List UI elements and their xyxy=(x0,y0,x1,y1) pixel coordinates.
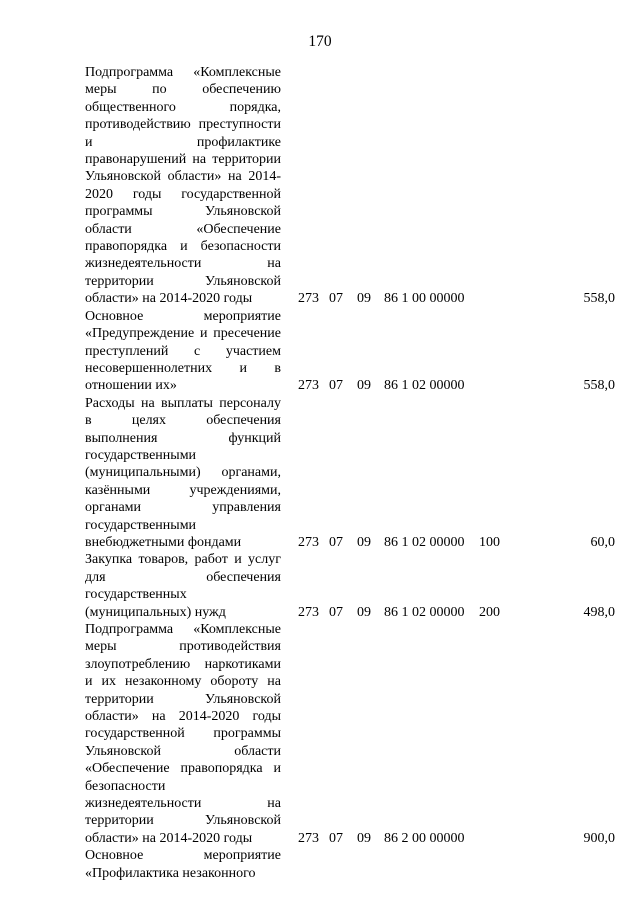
codes-cell xyxy=(85,290,615,307)
section-code: 07 xyxy=(329,534,343,550)
codes-cell xyxy=(85,377,615,394)
amount: 900,0 xyxy=(583,830,615,846)
subsection-code: 09 xyxy=(357,291,371,307)
item-name: Подпрограмма «Комплексные меры по обеспечению общественного порядка, противодействию преступности и профилактике правонарушений на территории Ульяновской области» на 2014-2020 годы государственной программы Ульяновской области «Обеспечение правопорядка и безопасности жизнедеятельности на территории Ульяновской области» на 2014-2020 годы xyxy=(85,65,281,307)
codes-cell xyxy=(85,534,615,551)
page-number: 170 xyxy=(308,33,332,50)
subsection-code: 09 xyxy=(357,604,371,620)
amount: 558,0 xyxy=(583,291,615,307)
item-name: Закупка товаров, работ и услуг для обеспечения государственных (муниципальных) нужд xyxy=(85,552,281,620)
item-name: Основное мероприятие «Профилактика незаконного xyxy=(85,848,281,881)
grbs-code: 273 xyxy=(298,830,319,846)
table-row xyxy=(85,395,625,552)
target-article-code: 86 1 02 00000 xyxy=(384,378,465,394)
subsection-code: 09 xyxy=(357,830,371,846)
grbs-code: 273 xyxy=(298,604,319,620)
table-row xyxy=(85,551,625,621)
amount: 558,0 xyxy=(583,378,615,394)
grbs-code: 273 xyxy=(298,534,319,550)
target-article-code: 86 1 02 00000 xyxy=(384,534,465,550)
section-code: 07 xyxy=(329,378,343,394)
section-code: 07 xyxy=(329,291,343,307)
item-name: Основное мероприятие «Предупреждение и пресечение преступлений с участием несовершеннолетних и в отношении их» xyxy=(85,308,281,394)
target-article-code: 86 2 00 00000 xyxy=(384,830,465,846)
grbs-code: 273 xyxy=(298,291,319,307)
table-row xyxy=(85,308,625,395)
target-article-code: 86 1 00 00000 xyxy=(384,291,465,307)
table-row xyxy=(85,621,625,847)
amount: 60,0 xyxy=(590,534,615,550)
target-article-code: 86 1 02 00000 xyxy=(384,604,465,620)
expense-type-code: 100 xyxy=(479,534,500,550)
section-code: 07 xyxy=(329,604,343,620)
budget-table xyxy=(85,64,625,882)
amount: 498,0 xyxy=(583,604,615,620)
expense-type-code: 200 xyxy=(479,604,500,620)
table-row xyxy=(85,64,625,308)
codes-cell xyxy=(85,830,615,847)
grbs-code: 273 xyxy=(298,378,319,394)
subsection-code: 09 xyxy=(357,378,371,394)
item-name: Подпрограмма «Комплексные меры противодействия злоупотреблению наркотиками и их незаконному обороту на территории Ульяновской области» на 2014-2020 годы государственной программы Ульяновской области «Обеспечение правопорядка и безопасности жизнедеятельности на территории Ульяновской области» на 2014-2020 годы xyxy=(85,622,281,846)
subsection-code: 09 xyxy=(357,534,371,550)
codes-cell xyxy=(85,604,615,621)
section-code: 07 xyxy=(329,830,343,846)
item-name: Расходы на выплаты персоналу в целях обеспечения выполнения функций государственными (муниципальными) органами, казёнными учреждениями, органами управления государственными внебюджетными фондами xyxy=(85,395,281,550)
table-row xyxy=(85,847,625,882)
